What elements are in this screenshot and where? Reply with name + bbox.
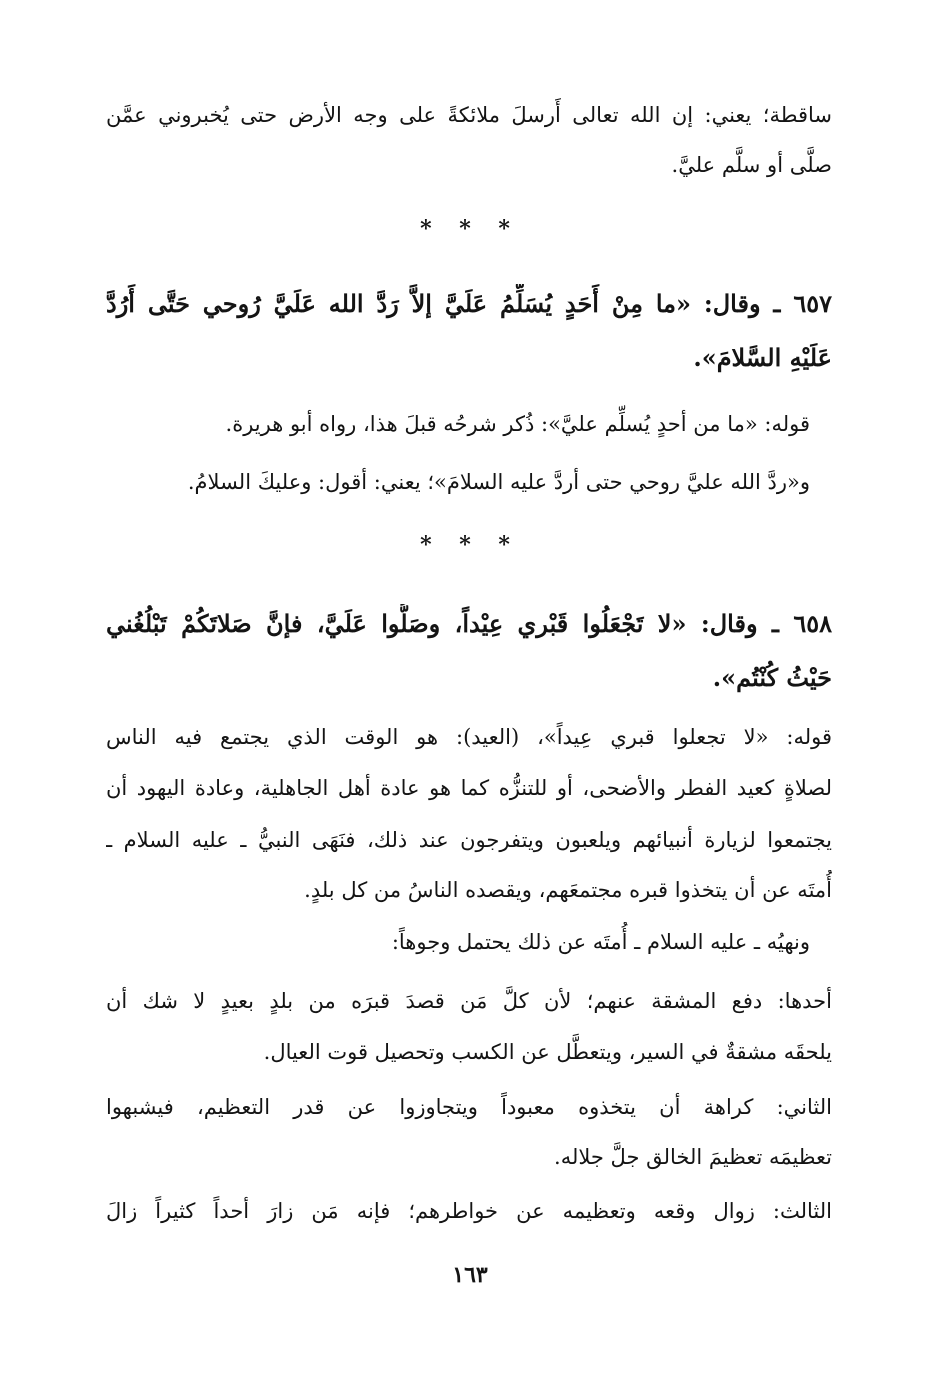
commentary-line: لصلاةٍ كعيد الفطر والأضحى، أو للتنزُّه كما هو عادة أهل الجاهلية، وعادة اليهود أن: [106, 776, 832, 800]
commentary-line: الثالث: زوال وقعه وتعظيمه عن خواطرهم؛ فإنه مَن زارَ أحداً كثيراً زالَ: [106, 1199, 832, 1223]
page-number: ١٦٣: [452, 1262, 488, 1288]
commentary-line: يجتمعوا لزيارة أنبيائهم ويلعبون ويتفرجون عند ذلك، فنَهَى النبيُّ ـ عليه السلام ـ: [106, 828, 832, 852]
hadith-657-heading-end: عَلَيْهِ السَّلامَ».: [693, 343, 832, 372]
commentary-line: الثاني: كراهة أن يتخذوه معبوداً ويتجاوزوا عن قدر التعظيم، فيشبهوا: [106, 1095, 832, 1119]
commentary-line: و«ردَّ الله عليَّ روحي حتى أردَّ عليه السلامَ»؛ يعني: أقول: وعليكَ السلامُ.: [187, 470, 810, 494]
hadith-658-heading: ٦٥٨ ـ وقال: «لا تَجْعَلُوا قَبْري عِيْداً، وصَلُّوا عَلَيَّ، فإنَّ صَلاتَكُمْ تَبْلُغُني: [106, 609, 832, 638]
section-separator: * * *: [420, 532, 520, 558]
commentary-line: تعظيمَه تعظيمَ الخالق جلَّ جلاله.: [554, 1145, 832, 1169]
commentary-line: قوله: «لا تجعلوا قبري عِيداً»، (العيد): هو الوقت الذي يجتمع فيه الناس: [106, 725, 832, 749]
paragraph-line: ساقطة؛ يعني: إن الله تعالى أَرسلَ ملائكةً على وجه الأرض حتى يُخبروني عمَّن: [106, 103, 832, 127]
commentary-line: أحدها: دفع المشقة عنهم؛ لأن كلَّ مَن قصدَ قبرَه من بلدٍ بعيدٍ لا شك أن: [106, 989, 832, 1013]
hadith-657-heading: ٦٥٧ ـ وقال: «ما مِنْ أَحَدٍ يُسَلِّمُ عَلَيَّ إلاَّ رَدَّ الله عَلَيَّ رُوحي حَتَّى أَرُدَّ: [106, 289, 832, 318]
commentary-line: قوله: «ما من أحدٍ يُسلِّم عليَّ»: ذُكر شرحُه قبلَ هذا، رواه أبو هريرة.: [225, 412, 810, 436]
commentary-line: ونهيُه ـ عليه السلام ـ أُمتَه عن ذلك يحتمل وجوهاً:: [391, 930, 810, 954]
section-separator: * * *: [420, 216, 520, 242]
hadith-658-heading-end: حَيْثُ كُنْتُم».: [712, 663, 832, 692]
commentary-line: أُمتَه عن أن يتخذوا قبره مجتمعَهم، ويقصده الناسُ من كل بلدٍ.: [304, 878, 832, 902]
paragraph-line: صلَّى أو سلَّم عليَّ.: [671, 153, 832, 177]
commentary-line: يلحقَه مشقةٌ في السير، ويتعطَّل عن الكسب وتحصيل قوت العيال.: [263, 1040, 832, 1064]
